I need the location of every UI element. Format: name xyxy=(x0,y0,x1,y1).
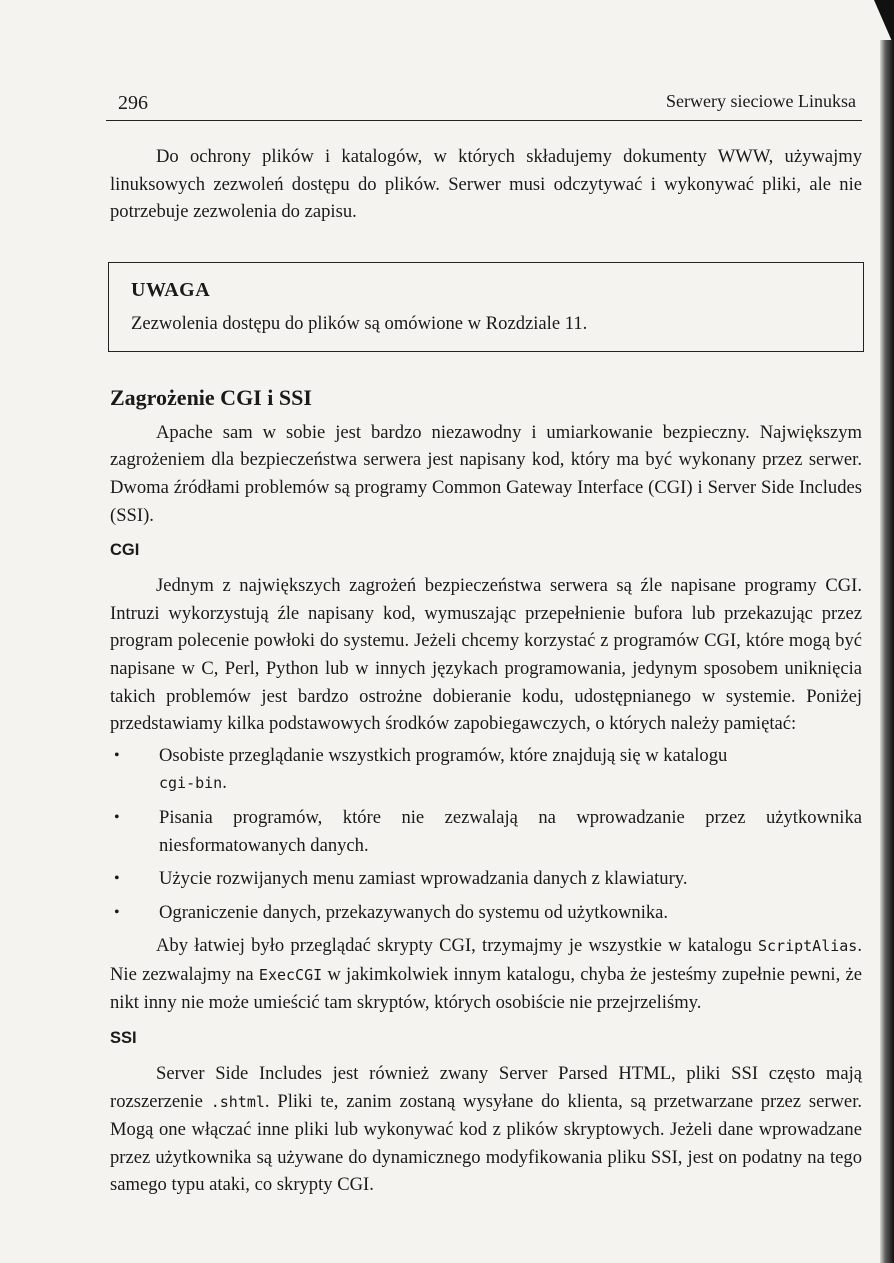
intro-paragraph: Do ochrony plików i katalogów, w których składujemy dokumenty WWW, używajmy linuksowych zezwoleń dostępu do plików. Serwer musi odczytywać i wykonywać pliki, ale nie potrzebuje zezwolenia do zapisu. xyxy=(110,146,862,223)
closing-text-2: . Nie zezwalajmy na xyxy=(110,935,862,985)
cgi-paragraph: Jednym z największych zagrożeń bezpieczeństwa serwera są źle napisane programy CGI. Intruzi wykorzystują źle napisany kod, wymuszając przepełnienie bufora lub przekazując przez program polecenie powłoki do systemu. Jeżeli chcemy korzystać z programów CGI, które mogą być napisane w C, Perl, Python lub w innych językach programowania, jedynym sposobem uniknięcia takich problemów jest bardzo ostrożne dobieranie kodu, udostępnianego w systemie. Poniżej przedstawiamy kilka podstawowych środków zapobiegawczych, o których należy pamiętać: xyxy=(110,575,862,735)
list-item xyxy=(110,804,862,859)
cgi-closing-paragraph xyxy=(110,932,862,1017)
bullet-text: Użycie rozwijanych menu zamiast wprowadzania danych z klawiatury. xyxy=(159,868,688,890)
note-title: UWAGA xyxy=(131,278,211,301)
ssi-paragraph xyxy=(110,1060,862,1199)
bullet-text: Ograniczenie danych, przekazywanych do systemu od użytkownika. xyxy=(159,901,669,923)
bullet-text: Pisania programów, które nie zezwalają na wprowadzanie przez użytkownika niesformatowanych danych. xyxy=(159,806,862,856)
note-box xyxy=(108,262,864,352)
section-paragraph: Apache sam w sobie jest bardzo niezawodny i umiarkowanie bezpieczny. Największym zagrożeniem dla bezpieczeństwa serwera jest napisany kod, który ma być wykonany przez serwer. Dwoma źródłami problemów są programy Common Gateway Interface (CGI) i Server Side Includes (SSI). xyxy=(110,421,862,526)
list-item xyxy=(110,899,862,927)
list-item xyxy=(110,865,862,893)
code-shtml: .shtml xyxy=(210,1092,265,1111)
page-edge-shadow xyxy=(880,40,894,1263)
bullet-text: Osobiste przeglądanie wszystkich programów, które znajdują się w katalogu xyxy=(159,744,728,766)
note-text: Zezwolenia dostępu do plików są omówione w Rozdziale 11. xyxy=(131,312,588,334)
running-title: Serwery sieciowe Linuksa xyxy=(666,91,856,111)
ssi-text-1: Server Side Includes jest również zwany Server Parsed HTML, pliki SSI często mają rozszerzenie xyxy=(110,1063,862,1112)
list-item xyxy=(110,742,862,798)
bullet-code: cgi-bin xyxy=(159,774,223,793)
closing-text-1: Aby łatwiej było przeglądać skrypty CGI, trzymajmy je wszystkie w katalogu xyxy=(156,935,758,957)
code-scriptalias: ScriptAlias xyxy=(758,937,858,956)
page-number: 296 xyxy=(118,92,148,114)
page-header xyxy=(106,90,862,121)
page-content xyxy=(110,143,862,1199)
code-execcgi: ExecCGI xyxy=(258,965,323,984)
closing-text-3: w jakimkolwiek innym katalogu, chyba że jesteśmy zupełnie pewni, że nikt inny nie może umieścić tam skryptów, których osobiście nie przejrzeliśmy. xyxy=(110,963,863,1014)
ssi-heading: SSI xyxy=(110,1029,137,1048)
cgi-bullet-list xyxy=(110,742,862,927)
section-heading: Zagrożenie CGI i SSI xyxy=(110,384,312,410)
bullet-after: . xyxy=(222,772,227,794)
cgi-heading: CGI xyxy=(110,541,140,560)
ssi-text-2: . Pliki te, zanim zostaną wysyłane do klienta, są przetwarzane przez serwer. Mogą one włączać inne pliki lub wykonywać kod z plików skryptowych. Jeżeli dane wprowadzane przez użytkownika są używane do dynamicznego modyfikowania pliku SSI, jest on podatny na tego samego typu ataki, co skrypty CGI. xyxy=(110,1090,863,1196)
